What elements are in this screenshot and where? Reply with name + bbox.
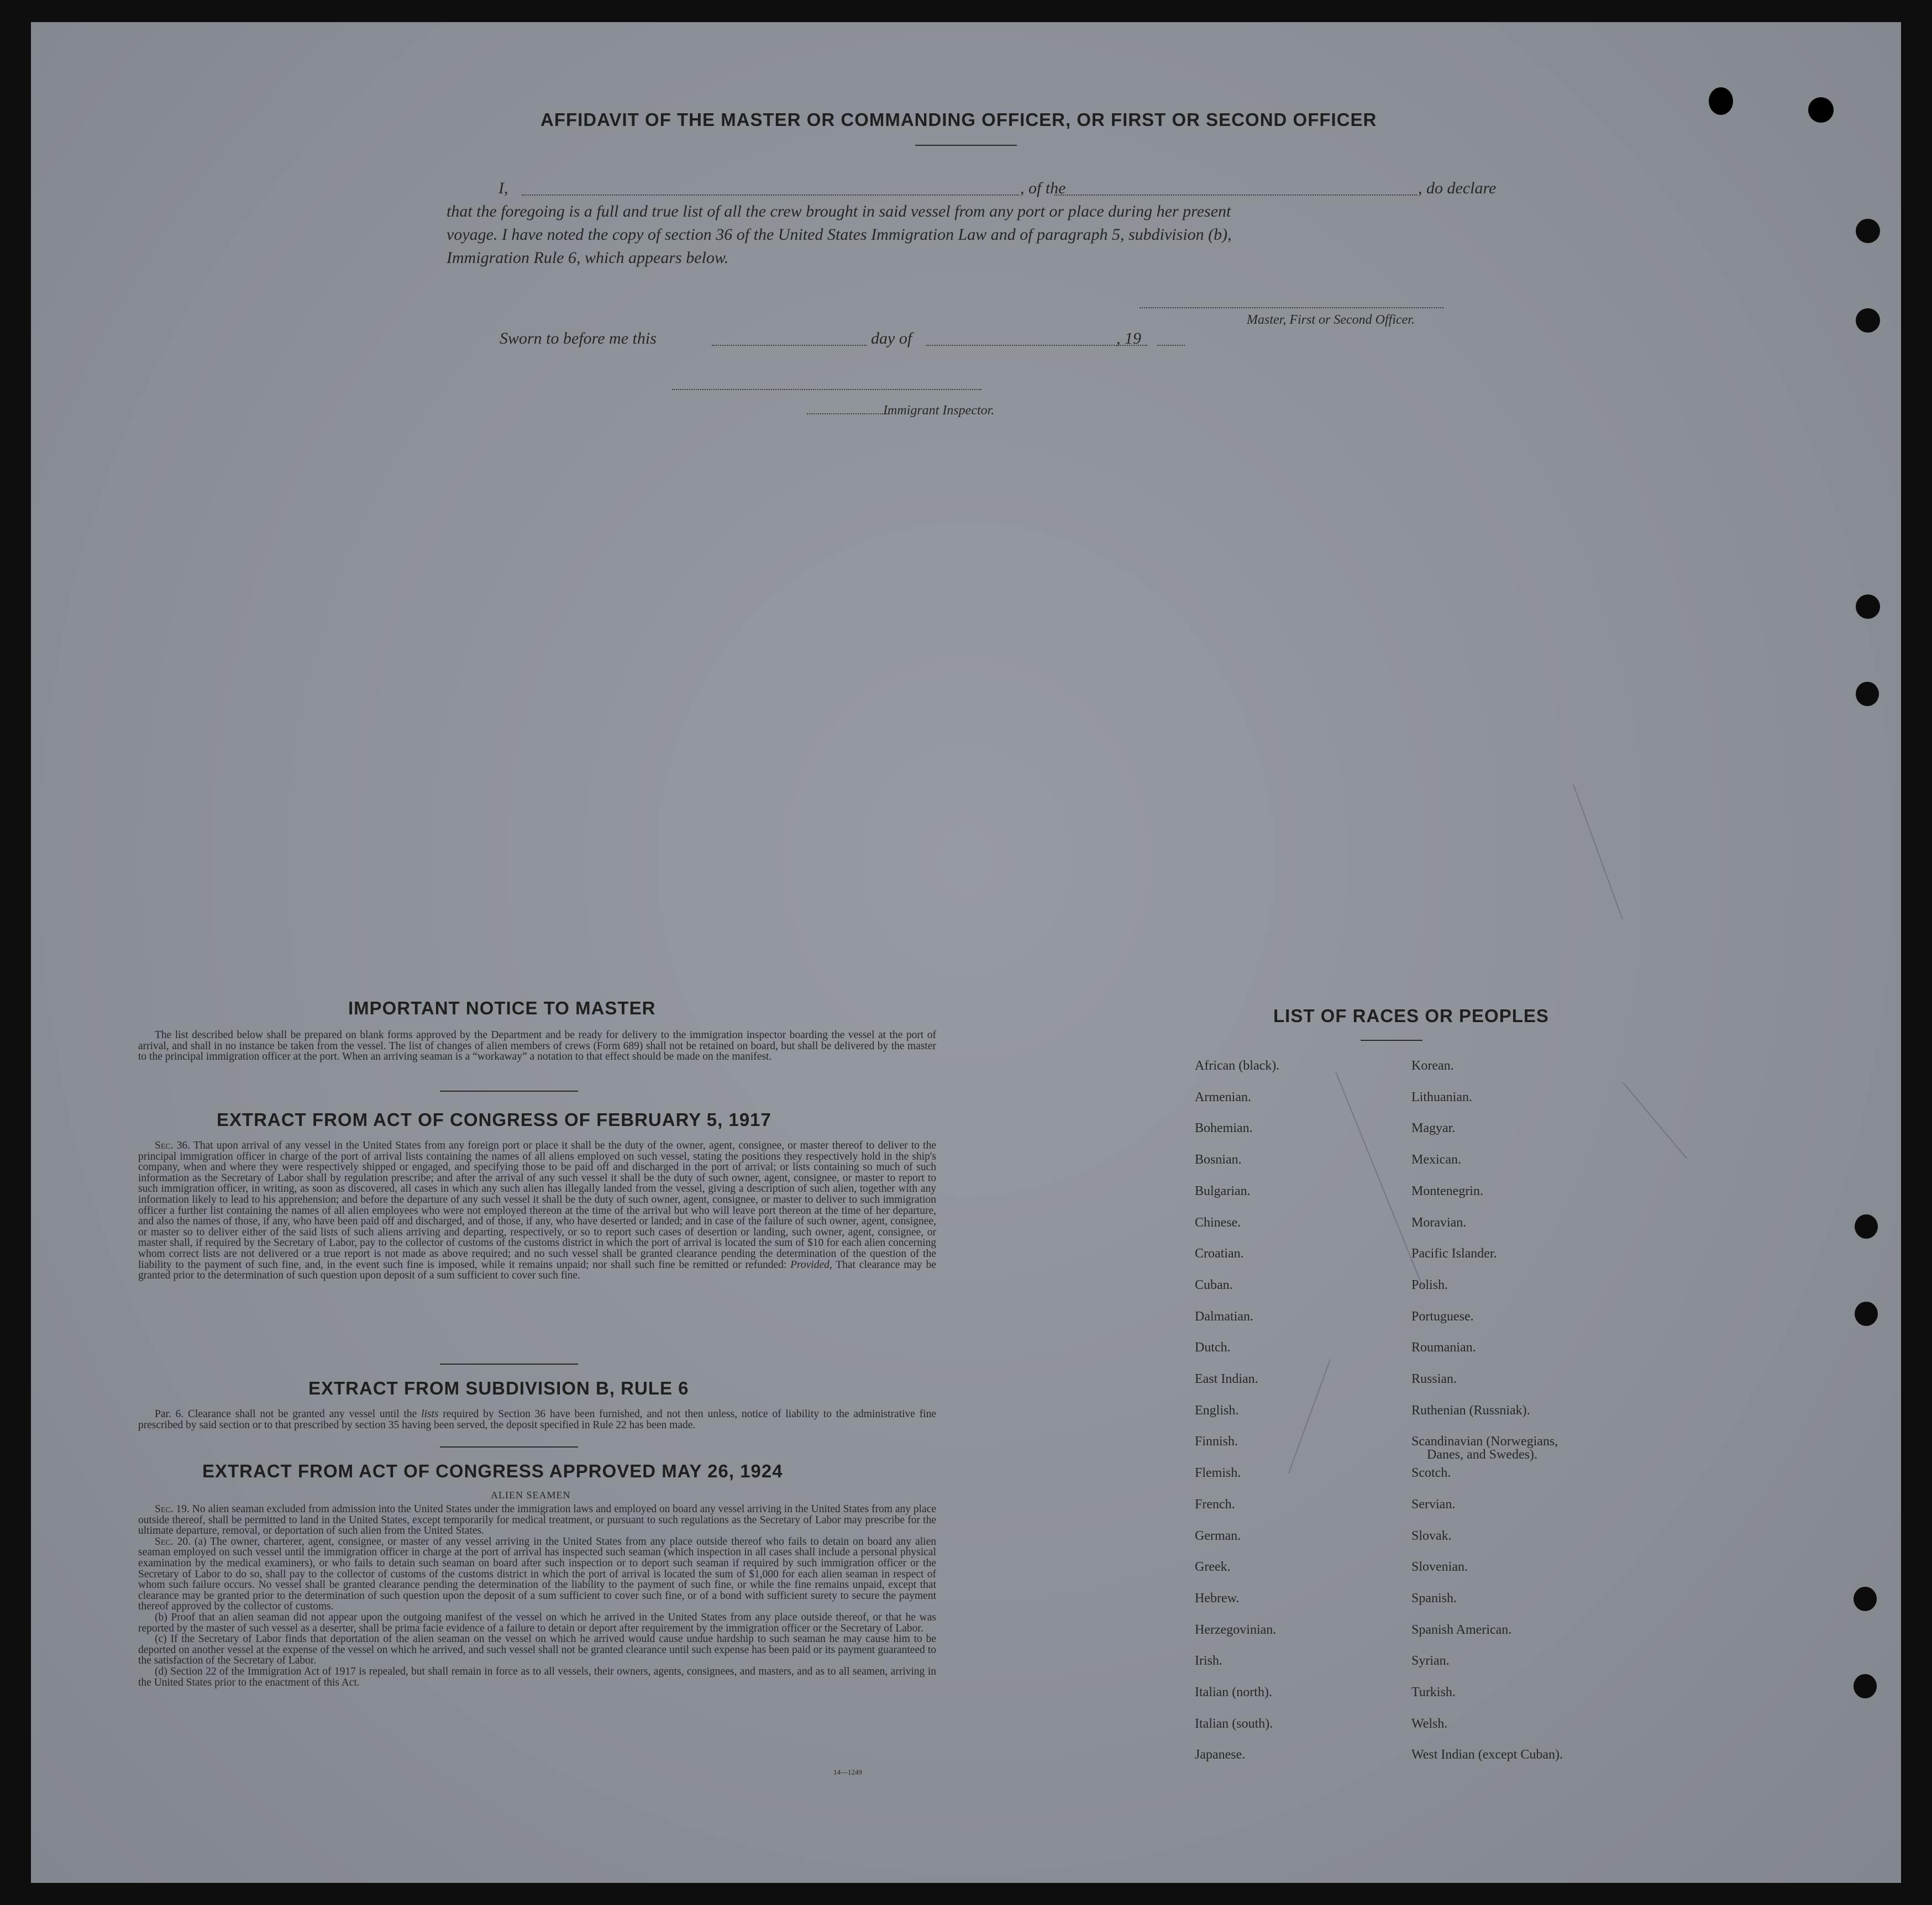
notice-text: The list described below shall be prepared on blank forms approved by the Department and be ready for delivery to the immigration inspector boarding the vessel at the port of arrival, and shall in no instance be taken from the vessel. The list of changes of alien members of crews (Form 689) shall not be retained on board, but shall be delivered by the master to the principal immigration officer at the port. When an arriving seaman is a “workaway” a notation to that effect should be made on the manifest. [138, 1029, 936, 1063]
race-item: Dalmatian. [1195, 1309, 1253, 1324]
rule6-title: EXTRACT FROM SUBDIVISION B, RULE 6 [308, 1378, 689, 1398]
extract-1924-text [138, 1504, 936, 1688]
pencil-mark [1623, 1082, 1687, 1159]
rule6-text-b: required by Section 36 have been furnished, and not then unless, notice of liability to the administrative fine prescribed by said section or to that prescribed by section 35 having been served, the deposit specified in Rule 22 has been made. [138, 1408, 937, 1431]
name-field-line[interactable] [522, 194, 1019, 196]
race-item: Chinese. [1195, 1215, 1241, 1230]
inspector-short-line [807, 413, 890, 414]
race-item: Mexican. [1411, 1153, 1461, 1167]
affidavit-line2: that the foregoing is a full and true list of all the crew brought in said vessel from any port or place during her present [447, 202, 1231, 220]
sec-20b-paragraph: (b) Proof that an alien seaman did not appear upon the outgoing manifest of the vessel on which he arrived in the United States from any place outside thereof, or that he was reported by the master of such vessel as a deserter, shall be prima facie evidence of a failure to detain or deport after requirement by the immigration officer or the Secretary of Labor. [138, 1611, 936, 1634]
race-item: Syrian. [1411, 1654, 1450, 1669]
race-item: German. [1195, 1528, 1241, 1543]
extract-1917-title: EXTRACT FROM ACT OF CONGRESS OF FEBRUARY 5, 1917 [217, 1109, 771, 1130]
race-item: Slovak. [1411, 1528, 1452, 1543]
race-item: Lithuanian. [1411, 1090, 1472, 1104]
race-item: Spanish American. [1411, 1622, 1512, 1637]
sec-20-label: Sec. 20. [155, 1535, 191, 1548]
race-item: Finnish. [1195, 1434, 1238, 1449]
punch-hole [1854, 1674, 1877, 1698]
sec-19-label: Sec. 19. [155, 1503, 190, 1515]
par-6-label: Par. 6. [155, 1408, 184, 1420]
punch-hole [1856, 682, 1879, 706]
sworn-day-line[interactable] [712, 345, 867, 346]
sec-36-body: That upon arrival of any vessel in the United States from any foreign port or place it shall be the duty of the owner, agent, consignee, or master thereof to deliver to the principal immigration officer in charge of the port of arrival lists containing the names of all aliens employed on such vessel, stating the positions they respectively hold in the ship's company, when and where they were respectively shipped or engaged, and specifying those to be paid off and discharged in the port of arrival; or lists containing so much of such information as the Secretary of Labor shall by regulation prescribe; and after the arrival of any such vessel it shall be the duty of such owner, agent, consignee, or master to report to such immigration officer, in writing, as soon as discovered, all cases in which any such alien has illegally landed from the vessel, giving a description of such alien, together with any information likely to lead to his apprehension; and before the departure of any such vessel it shall be the duty of such owner, agent, consignee, or master to deliver to such immigration officer a further list containing the names of all alien employees who were not employed thereon at the time of the arrival but who will leave port thereon at the time of her departure, and also the names of those, if any, who have been paid off and discharged, and of those, if any, who have deserted or landed; and in case of the failure of such owner, agent, consignee, or master so to deliver either of the said lists of such aliens arriving and departing, respectively, or so to report such cases of desertion or landing, such owner, agent, consignee, or master shall, if required by the Secretary of Labor, pay to the collector of customs of the customs district in which the port of arrival is located the sum of $10 for each alien concerning whom correct lists are not delivered or a true report is not made as above required; and no such vessel shall be granted clearance pending the determination of the question of the liability to the payment of such fine, and, in the event such fine is imposed, while it remains unpaid; nor shall such fine be remitted or refunded: [138, 1140, 936, 1271]
ink-smudge [1808, 97, 1834, 123]
sworn-month-line[interactable] [926, 345, 1147, 346]
rule6-divider [440, 1446, 578, 1448]
race-item: Hebrew. [1195, 1591, 1240, 1606]
ink-smudge [1709, 87, 1733, 115]
race-item: Montenegrin. [1411, 1183, 1483, 1198]
race-item: West Indian (except Cuban). [1411, 1748, 1563, 1762]
sec-19-paragraph [138, 1504, 936, 1536]
notice-divider [440, 1091, 578, 1092]
punch-hole [1854, 1587, 1877, 1611]
race-item: Italian (south). [1195, 1716, 1273, 1731]
race-item: Scotch. [1411, 1466, 1451, 1481]
pencil-mark [1573, 784, 1623, 919]
sworn-day-of: day of [871, 329, 912, 348]
race-item: Magyar. [1411, 1121, 1456, 1136]
race-item: East Indian. [1195, 1372, 1258, 1386]
race-item: Korean. [1411, 1059, 1454, 1073]
notice-title: IMPORTANT NOTICE TO MASTER [348, 998, 656, 1018]
sworn-year-line[interactable] [1157, 345, 1185, 346]
sworn-year: , 19 [1116, 329, 1141, 348]
affidavit-i: I, [498, 179, 508, 197]
race-item: Portuguese. [1411, 1309, 1474, 1324]
sworn-prefix: Sworn to before me this [500, 329, 657, 348]
punch-hole [1856, 219, 1880, 243]
race-item: Flemish. [1195, 1466, 1241, 1481]
sec-20a-paragraph [138, 1536, 936, 1612]
title-underline [915, 145, 1017, 146]
race-item: Dutch. [1195, 1340, 1231, 1355]
punch-hole [1856, 594, 1880, 619]
signature-line[interactable] [1140, 307, 1443, 308]
race-item: Scandinavian (Norwegians, [1411, 1434, 1558, 1449]
races-title: LIST OF RACES OR PEOPLES [1273, 1006, 1549, 1026]
race-item: English. [1195, 1403, 1239, 1418]
sec-19-body: No alien seaman excluded from admission into the United States under the immigration laws and employed on board any vessel arriving in the United States from any place outside thereof, shall be permitted to land in the United States, except temporarily for medical treatment, or pursuant to such regulations as the Secretary of Labor may prescribe for the ultimate departure, removal, or deportation of such alien from the United States. [138, 1503, 937, 1537]
race-item: Servian. [1411, 1497, 1456, 1512]
inspector-label: Immigrant Inspector. [883, 403, 995, 418]
rule6-lists: lists [421, 1408, 439, 1420]
document-page [31, 22, 1901, 1883]
affidavit-line3: voyage. I have noted the copy of section 36 of the United States Immigration Law and of paragraph 5, subdivision (b), [447, 225, 1232, 244]
race-item: Moravian. [1411, 1215, 1467, 1230]
sec-36-label: Sec. 36. [155, 1140, 191, 1151]
proviso-label: Provided, [790, 1259, 832, 1271]
inspector-line[interactable] [672, 389, 981, 390]
extract-1917-divider [440, 1364, 578, 1365]
signature-label: Master, First or Second Officer. [1247, 313, 1415, 327]
punch-hole [1856, 308, 1880, 333]
race-item: Danes, and Swedes). [1427, 1448, 1537, 1462]
punch-hole [1855, 1302, 1878, 1326]
race-item: Armenian. [1195, 1090, 1251, 1104]
race-item: Slovenian. [1411, 1560, 1468, 1575]
race-item: Irish. [1195, 1654, 1222, 1669]
race-item: Welsh. [1411, 1716, 1448, 1731]
rule6-text [138, 1409, 936, 1430]
extract-1917-text [138, 1140, 936, 1281]
sec-20c-paragraph: (c) If the Secretary of Labor finds that deportation of the alien seaman on the vessel on which he arrived would cause undue hardship to such seaman he may cause him to be deported on another vessel at the expense of the vessel on which he arrived, and such vessel shall not be granted clearance until such expense has been paid or its payment guaranteed to the satisfaction of the Secretary of Labor. [138, 1633, 936, 1667]
race-item: Ruthenian (Russniak). [1411, 1403, 1530, 1418]
races-underline [1361, 1040, 1422, 1041]
race-item: Greek. [1195, 1560, 1231, 1575]
extract-1924-title: EXTRACT FROM ACT OF CONGRESS APPROVED MAY 26, 1924 [202, 1461, 783, 1481]
race-item: Bulgarian. [1195, 1183, 1251, 1198]
race-item: Cuban. [1195, 1277, 1233, 1292]
race-item: Roumanian. [1411, 1340, 1476, 1355]
race-item: African (black). [1195, 1059, 1280, 1073]
rule6-text-a: Clearance shall not be granted any vessel until the [188, 1408, 417, 1420]
race-item: Herzegovinian. [1195, 1622, 1277, 1637]
vessel-field-line[interactable] [1054, 194, 1417, 196]
affidavit-line4: Immigration Rule 6, which appears below. [447, 249, 729, 267]
pencil-mark [1335, 1071, 1423, 1287]
race-item: Turkish. [1411, 1685, 1456, 1699]
race-item: Bohemian. [1195, 1121, 1253, 1136]
affidavit-of-the: , of the [1020, 179, 1066, 197]
punch-hole [1855, 1214, 1878, 1239]
race-item: Croatian. [1195, 1246, 1244, 1261]
race-item: Bosnian. [1195, 1153, 1242, 1167]
sec-20d-paragraph: (d) Section 22 of the Immigration Act of 1917 is repealed, but shall remain in force as to all vessels, their owners, agents, consignees, and masters, and as to all seamen, arriving in the United States prior to the enactment of this Act. [138, 1665, 936, 1688]
affidavit-title: AFFIDAVIT OF THE MASTER OR COMMANDING OFFICER, OR FIRST OR SECOND OFFICER [540, 109, 1377, 130]
sec-20a-body: (a) The owner, charterer, agent, consignee, or master of any vessel arriving in the United States from any place outside thereof who fails to detain on board any alien seaman employed on such vessel until the immigration officer in charge at the port of arrival has inspected such seaman (which inspection in all cases shall include a personal physical examination by the medical examiners), or who fails to detain such seaman on board after such inspection or to deport such seaman if required by such immigration officer or the Secretary of Labor to do so, shall pay to the collector of customs of the customs district in which the port of arrival is located the sum of $1,000 for each alien seaman in respect of whom such failure occurs. No vessel shall be granted clearance pending the determination of the liability to the payment of such fine, or while the fine remains unpaid, except that clearance may be granted prior to the determination of such question upon the deposit of a sum sufficient to cover such fine, or of a bond with sufficient surety to secure the payment thereof approved by the collector of customs. [138, 1535, 936, 1613]
race-item: Pacific Islander. [1411, 1246, 1497, 1261]
form-number: 14—1249 [833, 1768, 862, 1776]
race-item: Spanish. [1411, 1591, 1457, 1606]
pencil-mark [1288, 1359, 1331, 1474]
race-item: Italian (north). [1195, 1685, 1272, 1699]
alien-seamen-subtitle: ALIEN SEAMEN [491, 1490, 571, 1501]
affidavit-do-declare: , do declare [1418, 179, 1497, 197]
proviso-text: That clearance may be granted prior to the determination of such question upon deposit of a sum sufficient to cover such fine. [138, 1259, 937, 1282]
race-item: Russian. [1411, 1372, 1457, 1386]
race-item: Polish. [1411, 1277, 1448, 1292]
race-item: French. [1195, 1497, 1235, 1512]
race-item: Japanese. [1195, 1748, 1246, 1762]
